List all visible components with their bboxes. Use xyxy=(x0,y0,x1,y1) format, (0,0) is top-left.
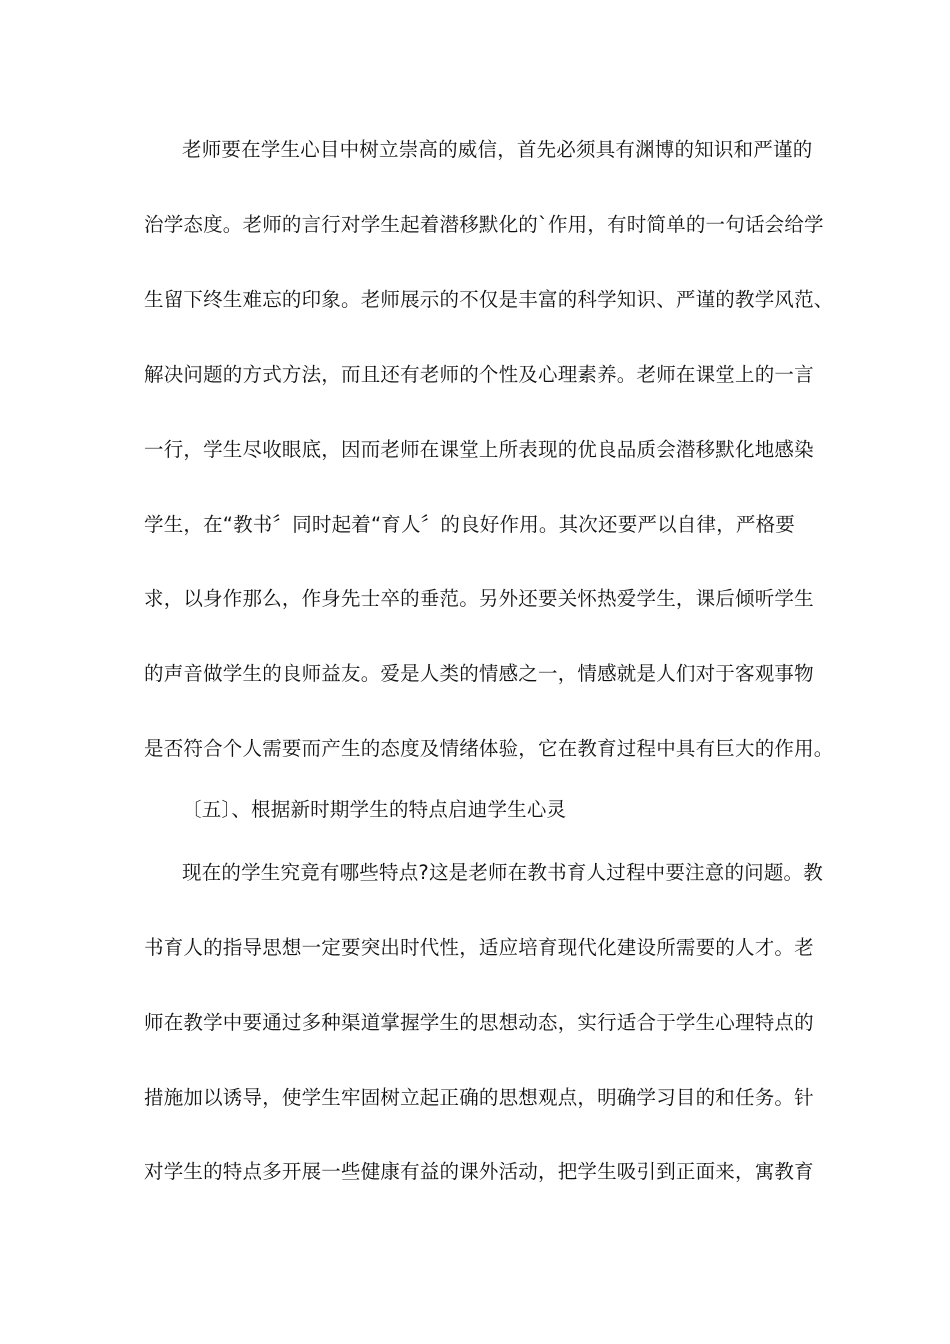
paragraph-1-line-6: 学生，在“教书〞同时起着“育人〞的良好作用。其次还要严以自律，严格要 xyxy=(144,513,796,536)
paragraph-2-line-1: 现在的学生究竟有哪些特点?这是老师在教书育人过程中要注意的问题。教 xyxy=(182,861,823,884)
section-heading: 〔五〕、根据新时期学生的特点启迪学生心灵 xyxy=(182,798,567,821)
paragraph-1-line-5: 一行，学生尽收眼底，因而老师在课堂上所表现的优良品质会潜移默化地感染 xyxy=(144,438,814,461)
paragraph-1-line-1: 老师要在学生心目中树立崇高的威信，首先必须具有渊博的知识和严谨的 xyxy=(182,138,813,161)
paragraph-1-line-8: 的声音做学生的良师益友。爱是人类的情感之一，情感就是人们对于客观事物 xyxy=(144,662,814,685)
paragraph-1-line-3: 生留下终生难忘的印象。老师展示的不仅是丰富的科学知识、严谨的教学风范、 xyxy=(144,288,834,311)
paragraph-2-line-5: 对学生的特点多开展一些健康有益的课外活动，把学生吸引到正面来，寓教育 xyxy=(144,1160,814,1183)
paragraph-2-line-3: 师在教学中要通过多种渠道掌握学生的思想动态，实行适合于学生心理特点的 xyxy=(144,1011,814,1034)
paragraph-2-line-4: 措施加以诱导，使学生牢固树立起正确的思想观点，明确学习目的和任务。针 xyxy=(144,1086,814,1109)
paragraph-1-line-7: 求，以身作那么，作身先士卒的垂范。另外还要关怀热爱学生，课后倾听学生 xyxy=(144,587,814,610)
paragraph-1-line-4: 解决问题的方式方法，而且还有老师的个性及心理素养。老师在课堂上的一言 xyxy=(144,363,814,386)
paragraph-1-line-9: 是否符合个人需要而产生的态度及情绪体验，它在教育过程中具有巨大的作用。 xyxy=(144,737,834,760)
paragraph-1-line-2: 治学态度。老师的言行对学生起着潜移默化的`作用，有时简单的一句话会给学 xyxy=(144,213,824,236)
paragraph-2-line-2: 书育人的指导思想一定要突出时代性，适应培育现代化建设所需要的人才。老 xyxy=(144,936,814,959)
